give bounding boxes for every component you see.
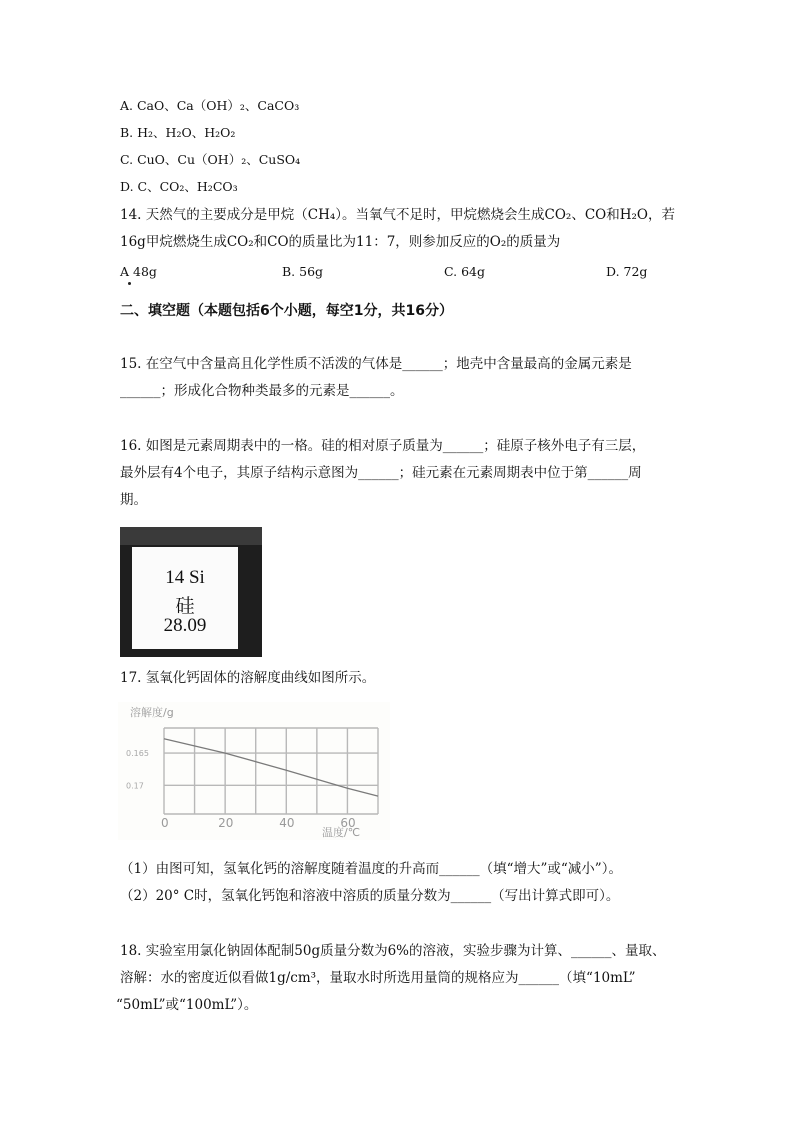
q13-option-c: C. CuO、Cu（OH）₂、CuSO₄ (120, 152, 301, 167)
cell-atomic-mass: 28.09 (163, 615, 207, 636)
y-axis-label: 溶解度/g (130, 706, 174, 719)
q16-line3: 期。 (120, 492, 147, 508)
q14-option-d: D. 72g (606, 264, 648, 279)
q14-line2: 16g甲烷燃烧生成CO₂和CO的质量比为11：7，则参加反应的O₂的质量为 (120, 234, 561, 250)
x-tick-label: 40 (279, 816, 295, 830)
q16-line2: 最外层有4个电子，其原子结构示意图为______；硅元素在元素周期表中位于第______周 (120, 465, 642, 481)
x-tick-label: 60 (340, 816, 356, 830)
q18-line2: 溶解：水的密度近似看做1g/cm³，量取水时所选用量筒的规格应为______（填“10mL” (120, 970, 636, 986)
x-axis-label: 温度/℃ (322, 826, 361, 839)
cell-element-name: 硅 (175, 596, 195, 617)
cell-number-symbol: 14 Si (165, 567, 205, 588)
x-tick-label: 20 (218, 816, 234, 830)
q13-option-d: D. C、CO₂、H₂CO₃ (120, 179, 238, 194)
q13-option-b: B. H₂、H₂O、H₂O₂ (120, 125, 236, 140)
y-tick-label: 0.165 (126, 749, 149, 759)
cell-top-face (120, 527, 262, 545)
q17-sub1: （1）由图可知，氢氧化钙的溶解度随着温度的升高而______（填“增大”或“减小”）。 (120, 861, 622, 877)
periodic-cell-figure (120, 527, 262, 657)
section-heading: 二、填空题（本题包括6个小题，每空1分，共16分） (120, 303, 453, 319)
y-tick-label: 0.17 (126, 781, 144, 791)
q18-line1: 18. 实验室用氯化钠固体配制50g质量分数为6%的溶液，实验步骤为计算、______、量取、 (120, 943, 666, 959)
solubility-chart (118, 702, 390, 840)
q15-line2: ______；形成化合物种类最多的元素是______。 (120, 383, 404, 399)
q18-line3: “50mL”或“100mL”）。 (116, 997, 258, 1013)
q15-line1: 15. 在空气中含量高且化学性质不活泼的气体是______；地壳中含量最高的金属元素是 (120, 356, 632, 372)
q14-option-c: C. 64g (444, 264, 485, 279)
q13-option-a: A. CaO、Ca（OH）₂、CaCO₃ (120, 98, 300, 113)
q17-sub2: （2）20° C时，氢氧化钙饱和溶液中溶质的质量分数为______（写出计算式即可）。 (120, 888, 620, 904)
q14-line1: 14. 天然气的主要成分是甲烷（CH₄）。当氧气不足时，甲烷燃烧会生成CO₂、CO和H₂O，若 (120, 207, 675, 223)
q16-line1: 16. 如图是元素周期表中的一格。硅的相对原子质量为______；硅原子核外电子有三层， (120, 438, 646, 454)
emphasis-dot (128, 282, 131, 285)
x-tick-label: 0 (161, 816, 169, 830)
q17-intro: 17. 氢氧化钙固体的溶解度曲线如图所示。 (120, 670, 376, 686)
q14-option-a: A 48g (120, 264, 157, 279)
cell-front-face (130, 545, 240, 651)
q14-option-b: B. 56g (282, 264, 324, 279)
